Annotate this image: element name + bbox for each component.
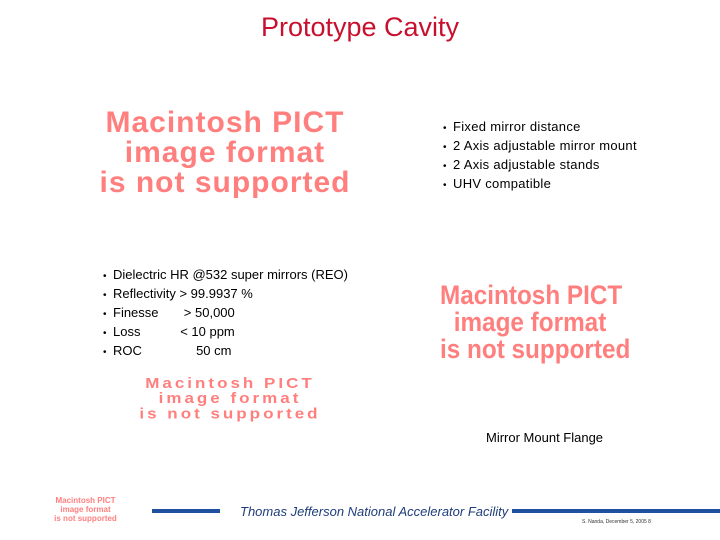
placeholder-line: is not supported: [440, 334, 631, 364]
placeholder-line: Macintosh PICT: [55, 496, 116, 505]
list-item: • Reflectivity > 99.9937 %: [103, 285, 348, 304]
footer-divider-right: [512, 509, 720, 513]
placeholder-line: image format: [60, 505, 111, 514]
list-item: • UHV compatible: [443, 175, 637, 194]
list-item: • Fixed mirror distance: [443, 118, 637, 137]
bullet-icon: •: [103, 290, 107, 301]
footer-lab-name: Thomas Jefferson National Accelerator Facility: [240, 504, 509, 519]
footer-divider-left: [152, 509, 220, 513]
placeholder-line: Macintosh PICT: [145, 375, 315, 392]
placeholder-line: is not supported: [99, 166, 351, 199]
bullet-icon: •: [103, 271, 107, 282]
mirror-mount-caption: Mirror Mount Flange: [486, 430, 604, 445]
image-placeholder-right: [440, 280, 631, 364]
list-item: • Dielectric HR @532 super mirrors (REO): [103, 266, 348, 285]
footer-credit: S. Nanda, December 5, 2005 8: [582, 519, 651, 525]
placeholder-line: image format: [124, 136, 326, 169]
placeholder-line: is not supported: [139, 405, 321, 422]
list-item: • Loss < 10 ppm: [103, 323, 348, 342]
list-item: • Finesse > 50,000: [103, 304, 348, 323]
image-placeholder-bottom-left: [55, 376, 405, 422]
bullet-icon: •: [103, 328, 107, 339]
bullet-icon: •: [103, 347, 107, 358]
list-item: • 2 Axis adjustable stands: [443, 156, 637, 175]
placeholder-line: is not supported: [54, 514, 117, 523]
mirror-specs-list: [103, 266, 348, 361]
bullet-icon: •: [443, 180, 447, 191]
cavity-features-list: [443, 118, 637, 194]
image-placeholder-top-left: [60, 108, 390, 198]
placeholder-line: image format: [158, 390, 302, 407]
bullet-icon: •: [443, 142, 447, 153]
placeholder-line: Macintosh PICT: [105, 106, 345, 139]
list-item: • 2 Axis adjustable mirror mount: [443, 137, 637, 156]
bullet-icon: •: [443, 161, 447, 172]
placeholder-line: image format: [453, 307, 607, 337]
footer-logo-placeholder: [18, 497, 153, 524]
bullet-icon: •: [103, 309, 107, 320]
slide-title: Prototype Cavity: [260, 12, 460, 42]
placeholder-line: Macintosh PICT: [440, 280, 623, 310]
list-item: • ROC 50 cm: [103, 342, 348, 361]
bullet-icon: •: [443, 123, 447, 134]
